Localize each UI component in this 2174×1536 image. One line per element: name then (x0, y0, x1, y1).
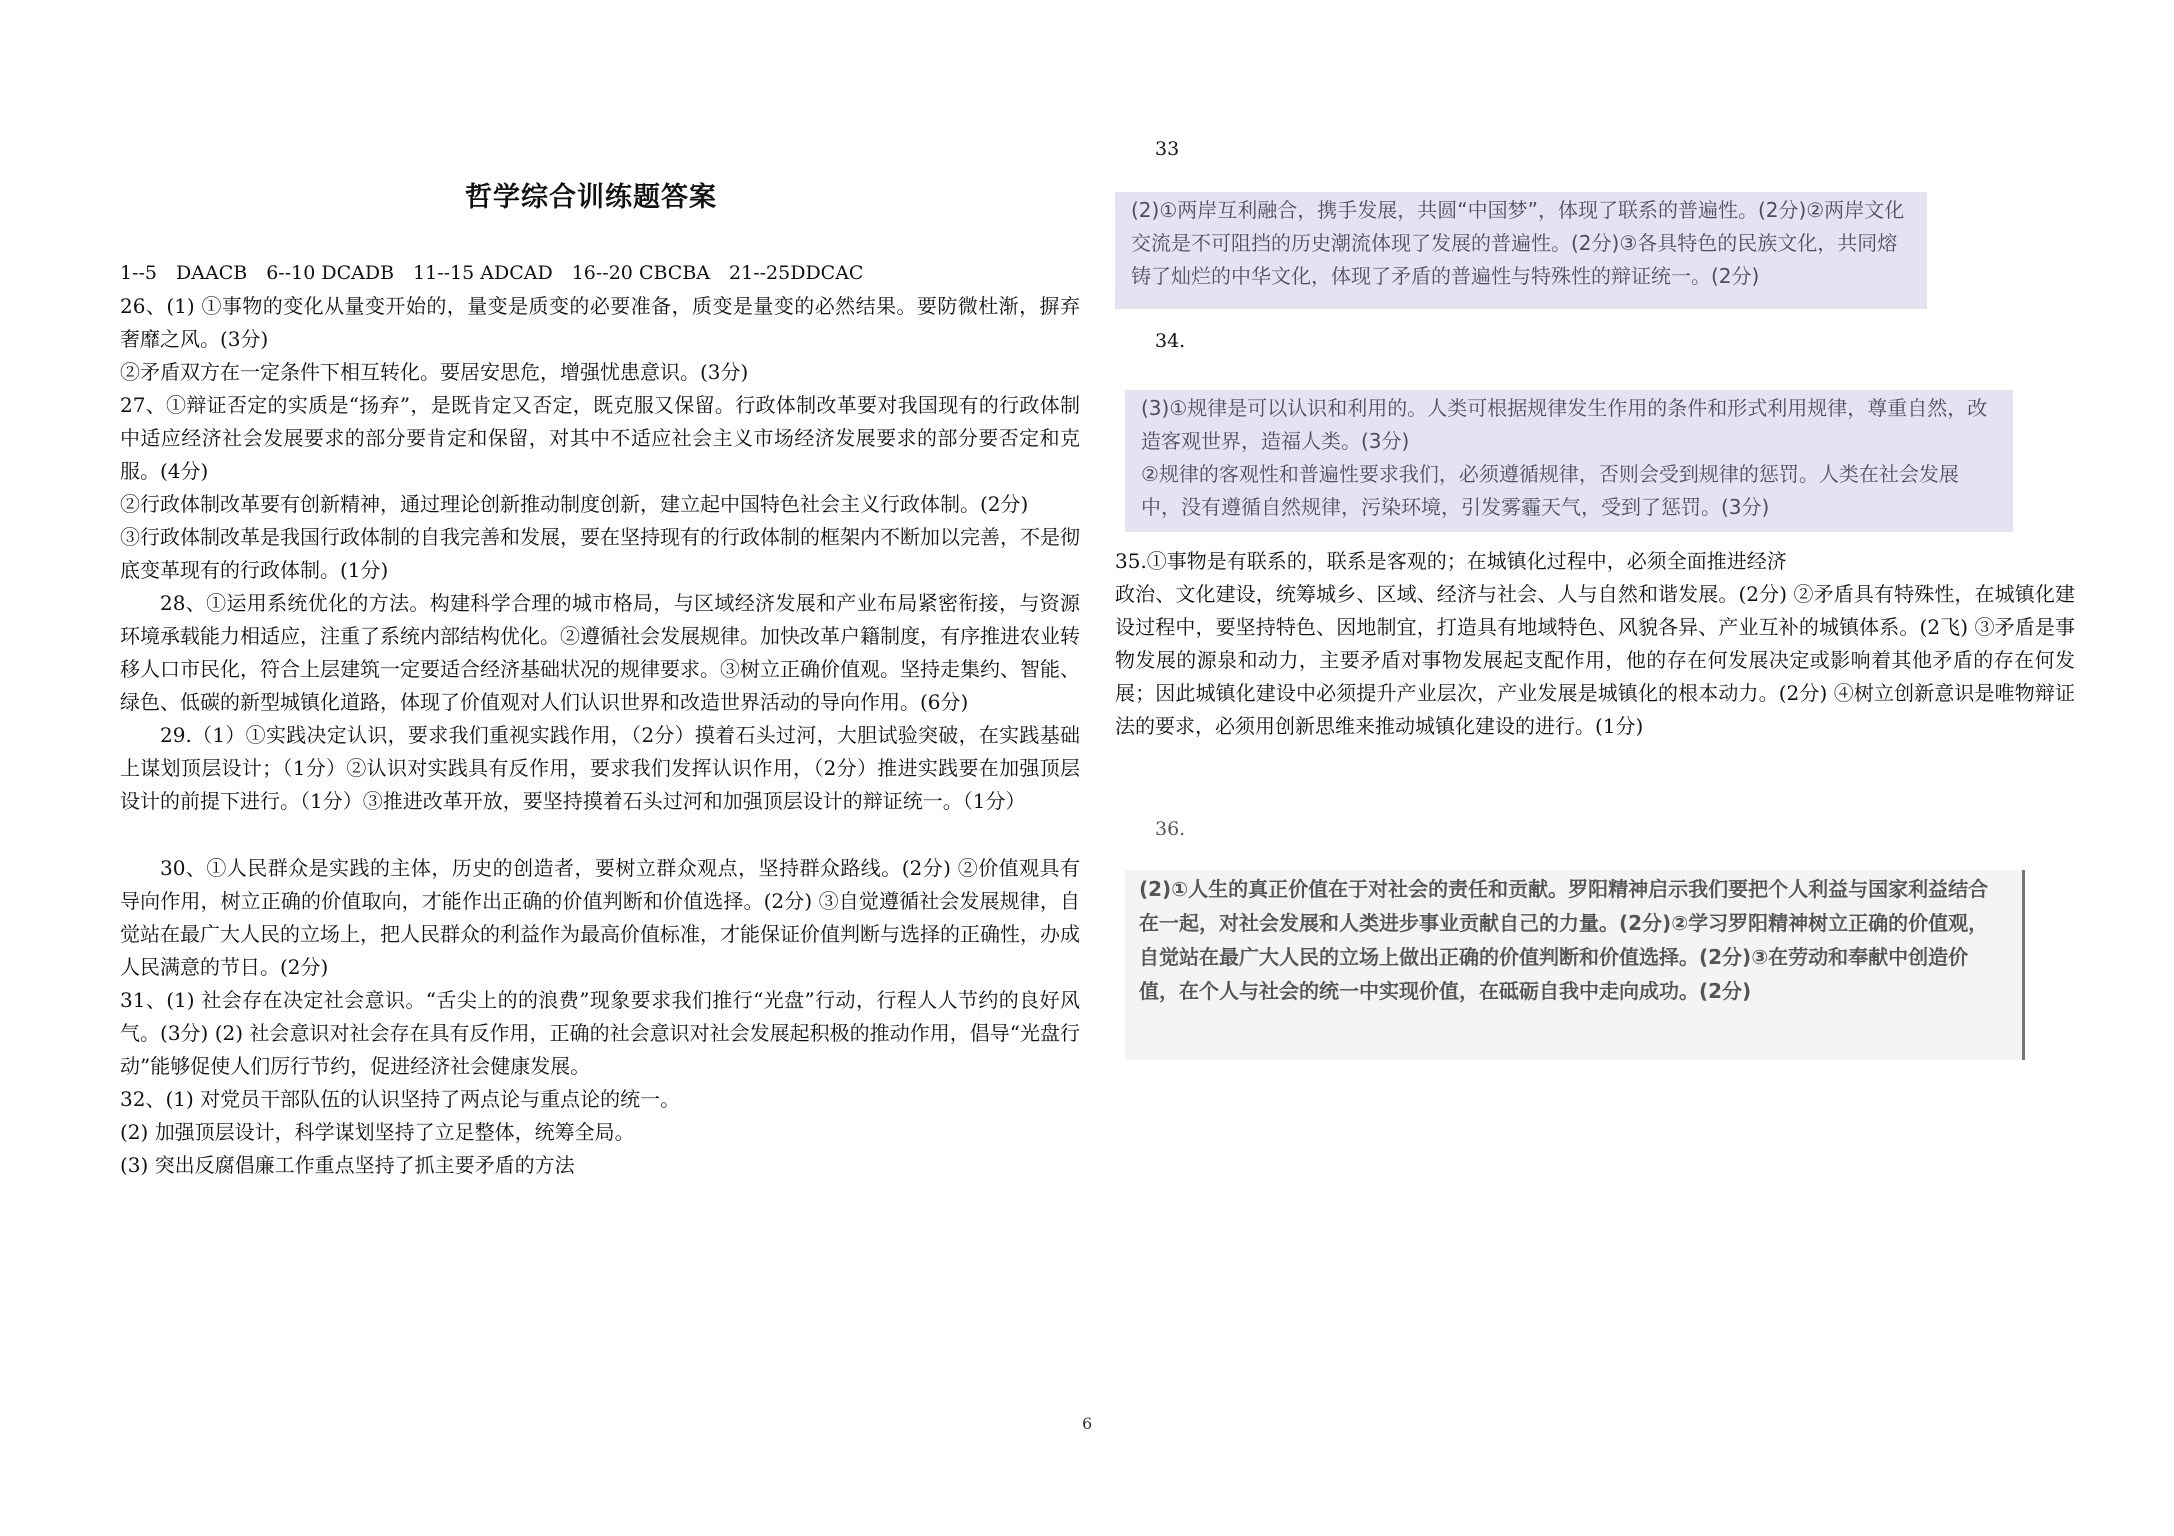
answer-34-text-2: ②规律的客观性和普遍性要求我们，必须遵循规律，否则会受到规律的惩罚。人类在社会发展中，没有遵循自然规律，污染环境，引发雾霾天气，受到了惩罚。(3分) (1141, 462, 1959, 519)
answer-35-first-line: 35.①事物是有联系的，联系是客观的；在城镇化过程中，必须全面推进经济 (1115, 549, 1787, 573)
question-34-label: 34. (1155, 330, 1186, 352)
answer-28: 28、①运用系统优化的方法。构建科学合理的城市格局，与区域经济发展和产业布局紧密衔接，与资源环境承载能力相适应，注重了系统内部结构优化。②遵循社会发展规律。加快改革户籍制度，有序推进农业转移人口市民化，符合上层建筑一定要适合经济基础状况的规律要求。③树立正确价值观。坚持走集约、智能、绿色、低碳的新型城镇化道路，体现了价值观对人们认识世界和改造世界活动的导向作用。(6分) (120, 591, 1080, 714)
question-33-label: 33 (1155, 138, 1180, 160)
answer-35 (1115, 545, 2075, 743)
answer-34-text-1: (3)①规律是可以认识和利用的。人类可根据规律发生作用的条件和形式利用规律，尊重自然，改造客观世界，造福人类。(3分) (1141, 396, 1988, 453)
answer-34-scan (1125, 390, 2013, 532)
answer-26-1: 26、(1) ①事物的变化从量变开始的，量变是质变的必要准备，质变是量变的必然结果。要防微杜渐，摒弃奢靡之风。(3分) (120, 294, 1080, 351)
answer-31: 31、(1) 社会存在决定社会意识。“舌尖上的的浪费”现象要求我们推行“光盘”行动，行程人人节约的良好风气。(3分) (2) 社会意识对社会存在具有反作用，正确的社会意识对社会发展起积极的推动作用，倡导“光盘行动”能够促使人们厉行节约，促进经济社会健康发展。 (120, 988, 1080, 1078)
answer-27-1: 27、①辩证否定的实质是“扬弃”，是既肯定又否定，既克服又保留。行政体制改革要对我国现有的行政体制中适应经济社会发展要求的部分要肯定和保留，对其中不适应社会主义市场经济发展要求的部分要否定和克服。(4分) (120, 393, 1080, 483)
answer-29: 29.（1）①实践决定认识，要求我们重视实践作用，（2分）摸着石头过河，大胆试验突破，在实践基础上谋划顶层设计；（1分）②认识对实践具有反作用，要求我们发挥认识作用，（2分）推进实践要在加强顶层设计的前提下进行。（1分）③推进改革开放，要坚持摸着石头过河和加强顶层设计的辩证统一。（1分） (120, 723, 1080, 813)
document-title: 哲学综合训练题答案 (465, 182, 717, 213)
answer-36-scan (1125, 870, 2025, 1060)
page-number: 6 (1082, 1414, 1093, 1433)
answer-27-3: ③行政体制改革是我国行政体制的自我完善和发展，要在坚持现有的行政体制的框架内不断加以完善，不是彻底变革现有的行政体制。(1分) (120, 525, 1080, 582)
answer-32-2: (2) 加强顶层设计，科学谋划坚持了立足整体，统筹全局。 (120, 1120, 635, 1144)
answer-33-scan (1115, 192, 1927, 309)
answer-35-body: 政治、文化建设，统筹城乡、区域、经济与社会、人与自然和谐发展。(2分) ②矛盾具有特殊性，在城镇化建设过程中，要坚持特色、因地制宜，打造具有地域特色、风貌各异、产业互补的城镇体系。(2飞) ③矛盾是事物发展的源泉和动力，主要矛盾对事物发展起支配作用，他的存在何发展决定或影响着其他矛盾的存在何发展；因此城镇化建设中必须提升产业层次，产业发展是城镇化的根本动力。(2分) ④树立创新意识是唯物辩证法的要求，必须用创新思维来推动城镇化建设的进行。(1分) (1115, 582, 2075, 738)
answer-33-text: (2)①两岸互利融合，携手发展，共圆“中国梦”，体现了联系的普遍性。(2分)②两岸文化交流是不可阻挡的历史潮流体现了发展的普遍性。(2分)③各具特色的民族文化，共同熔铸了灿烂的中华文化，体现了矛盾的普遍性与特殊性的辩证统一。(2分) (1131, 198, 1905, 288)
question-36-label: 36. (1155, 818, 1186, 840)
answer-32-1: 32、(1) 对党员干部队伍的认识坚持了两点论与重点论的统一。 (120, 1087, 681, 1111)
answer-27-2: ②行政体制改革要有创新精神，通过理论创新推动制度创新，建立起中国特色社会主义行政体制。(2分) (120, 492, 1029, 516)
answer-36-text: (2)①人生的真正价值在于对社会的责任和贡献。罗阳精神启示我们要把个人利益与国家利益结合在一起，对社会发展和人类进步事业贡献自己的力量。(2分)②学习罗阳精神树立正确的价值观，自觉站在最广大人民的立场上做出正确的价值判断和价值选择。(2分)③在劳动和奉献中创造价值，在个人与社会的统一中实现价值，在砥砺自我中走向成功。(2分) (1139, 877, 1989, 1003)
answer-32-3: (3) 突出反腐倡廉工作重点坚持了抓主要矛盾的方法 (120, 1153, 575, 1177)
multiple-choice-answers: 1--5 DAACB 6--10 DCADB 11--15 ADCAD 16--20 CBCBA 21--25DDCAC (120, 262, 864, 284)
answer-26-2: ②矛盾双方在一定条件下相互转化。要居安思危，增强忧患意识。(3分) (120, 360, 749, 384)
left-answers (120, 290, 1080, 1182)
answer-30: 30、①人民群众是实践的主体，历史的创造者，要树立群众观点，坚持群众路线。(2分) ②价值观具有导向作用，树立正确的价值取向，才能作出正确的价值判断和价值选择。(2分) ③自觉遵循社会发展规律，自觉站在最广大人民的立场上，把人民群众的利益作为最高价值标准，才能保证价值判断与选择的正确性，办成人民满意的节日。(2分) (120, 856, 1080, 979)
